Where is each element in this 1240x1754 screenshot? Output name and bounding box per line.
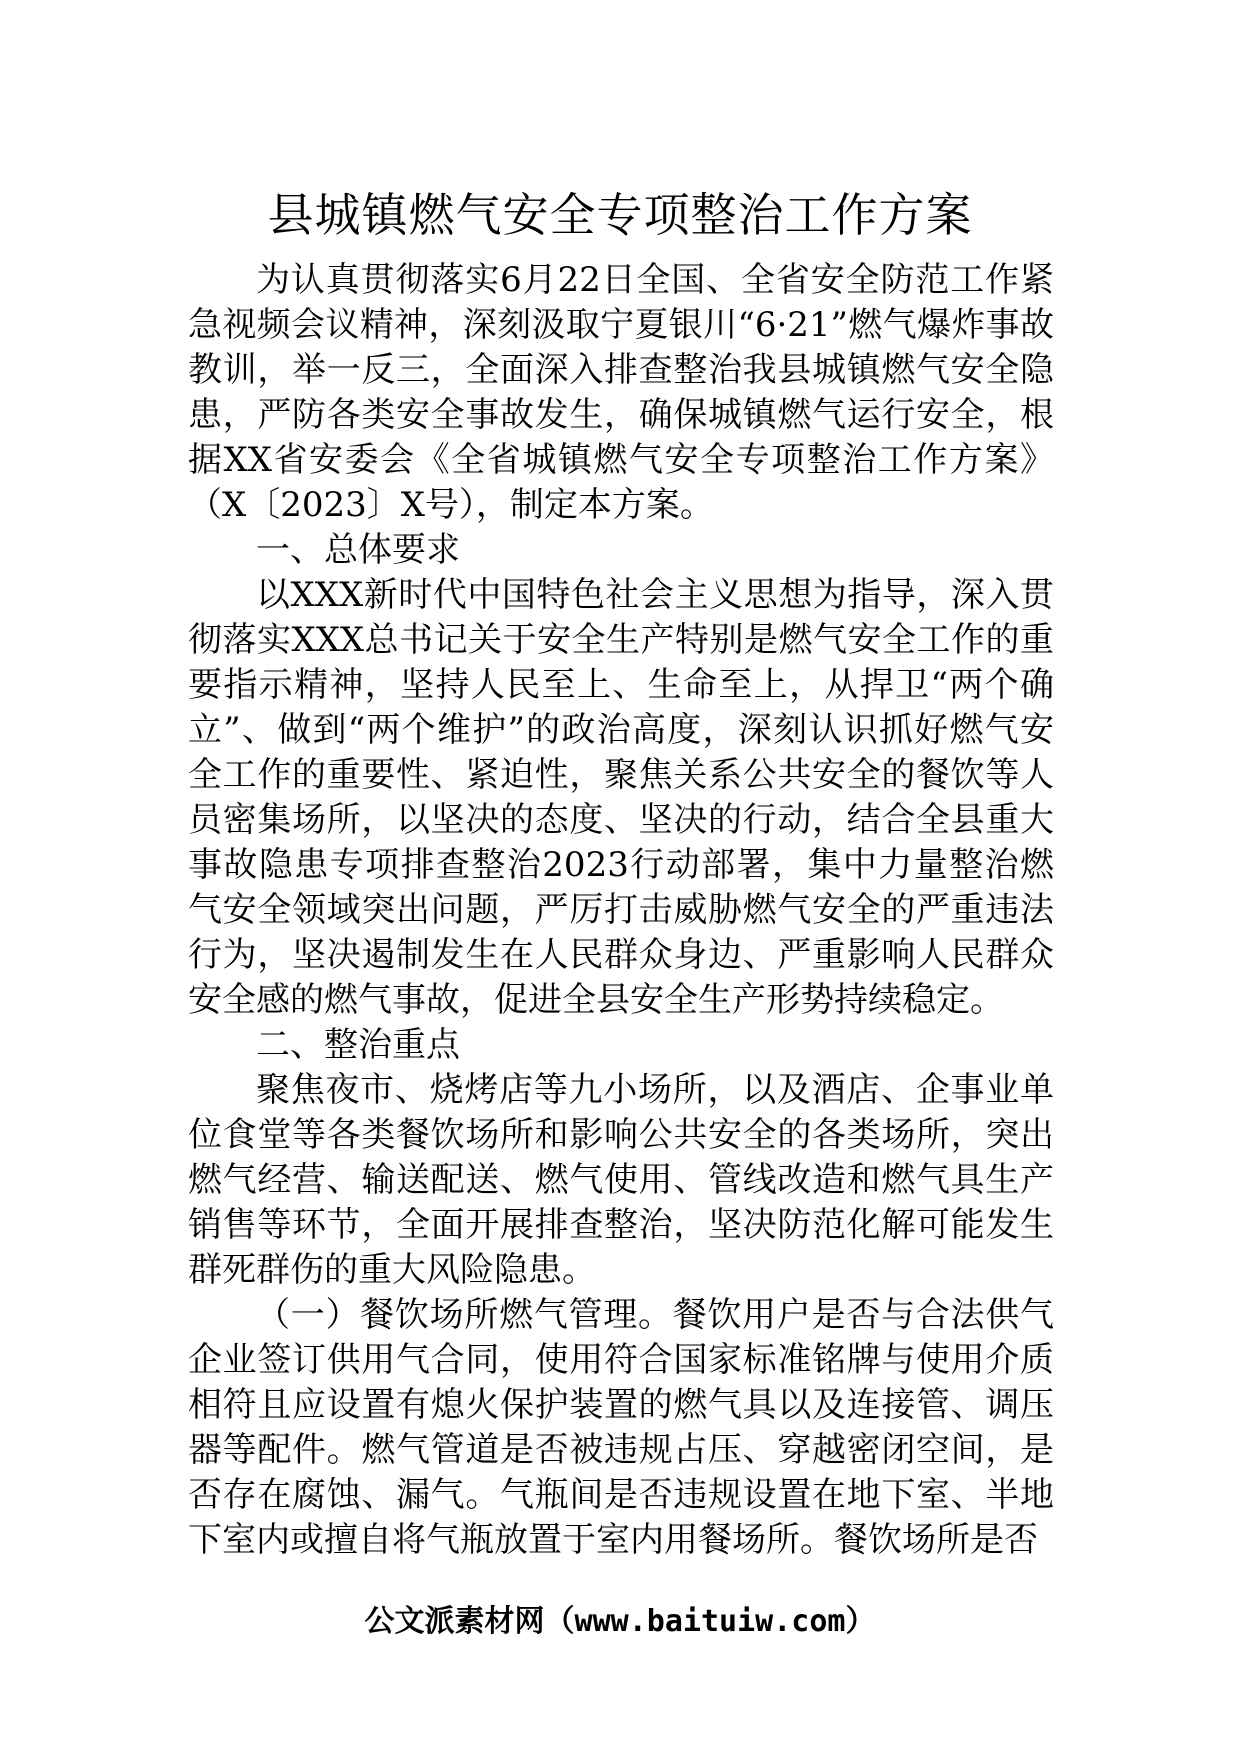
intro-paragraph: 为认真贯彻落实6月22日全国、全省安全防范工作紧急视频会议精神，深刻汲取宁夏银川“6·21”燃气爆炸事故教训，举一反三，全面深入排查整治我县城镇燃气安全隐患，严防各类安全事故发生，确保城镇燃气运行安全，根据XX省安委会《全省城镇燃气安全专项整治工作方案》（X〔2023〕X号），制定本方案。 [188,260,1054,525]
footer-label: 公文派素材网（ [364,1604,575,1639]
general-requirements-paragraph: 以XXX新时代中国特色社会主义思想为指导，深入贯彻落实XXX总书记关于安全生产特别是燃气安全工作的重要指示精神，坚持人民至上、生命至上，从捍卫“两个确立”、做到“两个维护”的政治高度，深刻认识抓好燃气安全工作的重要性、紧迫性，聚焦关系公共安全的餐饮等人员密集场所，以坚决的态度、坚决的行动，结合全县重大事故隐患专项排查整治2023行动部署，集中力量整治燃气安全领域突出问题，严厉打击威胁燃气安全的严重违法行为，坚决遏制发生在人民群众身边、严重影响人民群众安全感的燃气事故，促进全县安全生产形势持续稳定。 [188,575,1054,1020]
section-heading-general-requirements: 一、总体要求 [256,530,460,570]
document-body [188,258,1054,1563]
footer-close: ） [845,1604,876,1639]
key-focus-paragraph: 聚焦夜市、烧烤店等九小场所，以及酒店、企事业单位食堂等各类餐饮场所和影响公共安全的各类场所，突出燃气经营、输送配送、燃气使用、管线改造和燃气具生产销售等环节，全面开展排查整治，坚决防范化解可能发生群死群伤的重大风险隐患。 [188,1070,1054,1290]
footer-site-link[interactable]: www.baituiw.com [574,1604,846,1639]
footer-watermark [0,1602,1240,1642]
document-title: 县城镇燃气安全专项整治工作方案 [267,188,973,242]
catering-gas-management-paragraph: （一）餐饮场所燃气管理。餐饮用户是否与合法供气企业签订供用气合同，使用符合国家标准铭牌与使用介质相符且应设置有熄火保护装置的燃气具以及连接管、调压器等配件。燃气管道是否被违规占压、穿越密闭空间，是否存在腐蚀、漏气。气瓶间是否违规设置在地下室、半地下室内或擅自将气瓶放置于室内用餐场所。餐饮场所是否 [188,1295,1054,1560]
section-heading-key-focus: 二、整治重点 [256,1025,460,1065]
